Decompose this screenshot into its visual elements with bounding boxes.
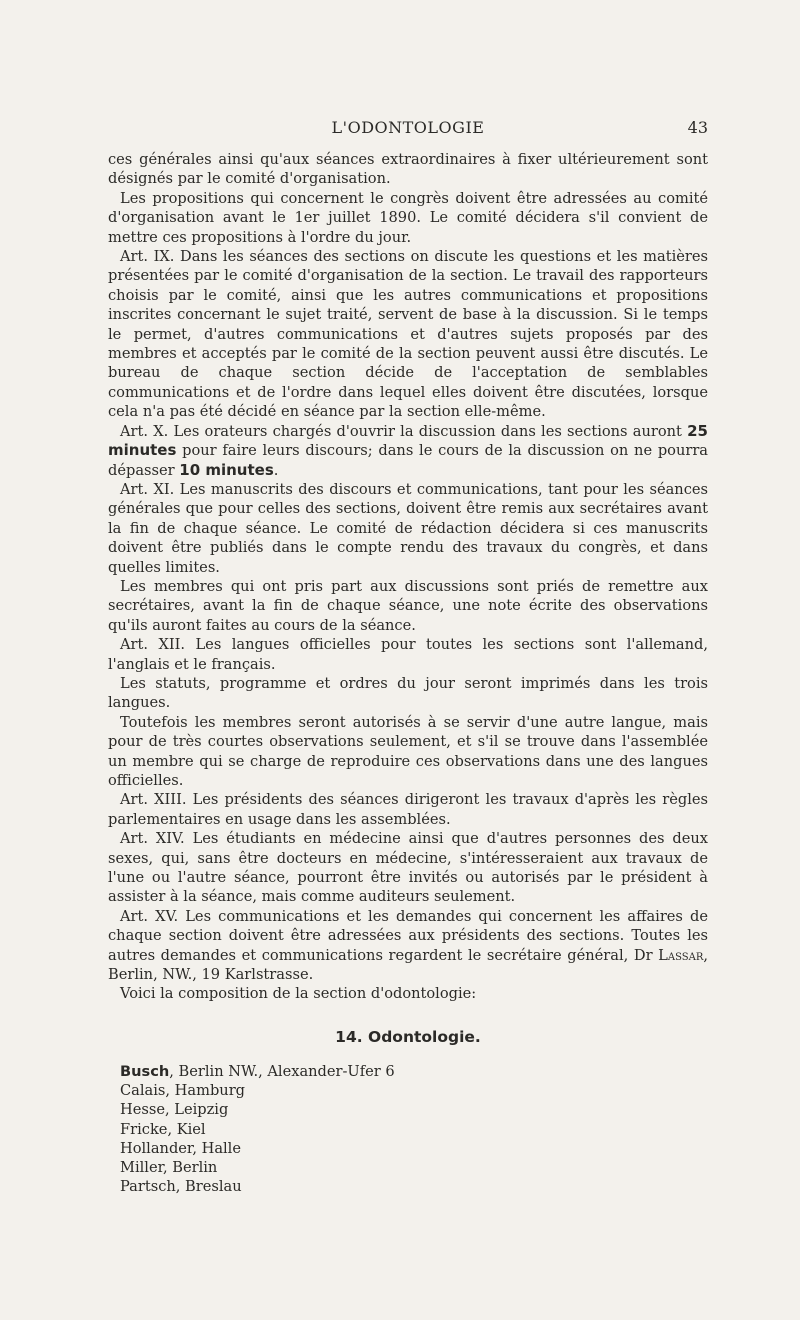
paragraph-section-intro: Voici la composition de la section d'odontologie: — [120, 985, 477, 1003]
paragraph-article-xii: Art. XII. Les langues officielles pour toutes les sections sont l'allemand, l'anglais et le français. — [108, 636, 708, 673]
member-place: , Berlin NW., Alexander-Ufer 6 — [169, 1063, 395, 1080]
paragraph-notes: Les membres qui ont pris part aux discussions sont priés de remettre aux secrétaires, avant la fin de chaque séance, une note écrite des observations qu'ils auront faites au cours de la séance. — [108, 577, 708, 634]
member-name: Partsch — [120, 1178, 176, 1196]
paragraph-other-language: Toutefois les membres seront autorisés à se servir d'une autre langue, mais pour de très courtes observations seulement, et s'il se trouve dans l'assemblée un membre qui se charge de reproduire ces observations dans une des langues officielles. — [108, 713, 708, 789]
paragraph-propositions: Les propositions qui concernent le congrès doivent être adressées au comité d'organisation avant le 1er juillet 1890. Le comité décidera s'il convient de mettre ces propositions à l'ordre du jour. — [108, 189, 708, 246]
paragraph-article-xiv: Art. XIV. Les étudiants en médecine ainsi que d'autres personnes des deux sexes, qui, sans être docteurs en médecine, s'intéresseraient aux travaux de l'une ou l'autre séance, pourront être invités ou autorisés par le président à assister à la séance, mais comme auditeurs seulement. — [108, 830, 708, 906]
running-title: L'ODONTOLOGIE — [331, 118, 485, 137]
member-place: , Kiel — [167, 1120, 206, 1138]
member-name: Miller — [120, 1159, 163, 1177]
list-item — [120, 1139, 680, 1158]
list-item — [120, 1062, 680, 1081]
section-heading: 14. Odontologie. — [335, 1028, 481, 1046]
article-x-text-a: Art. X. Les orateurs chargés d'ouvrir la discussion dans les sections auront — [120, 422, 688, 440]
speech-duration: 25 minutes — [108, 421, 708, 460]
paragraph-statutes: Les statuts, programme et ordres du jour seront imprimés dans les trois langues. — [108, 674, 708, 712]
member-name: Fricke — [120, 1120, 168, 1138]
member-list — [120, 1062, 680, 1196]
member-name: Hollander — [120, 1139, 193, 1157]
member-place: , Halle — [192, 1139, 241, 1157]
list-item — [120, 1177, 680, 1196]
running-header — [108, 118, 708, 142]
paragraph-article-xv — [108, 907, 708, 985]
paragraph-article-x — [108, 422, 708, 480]
secretary-name: Lassar — [658, 946, 704, 964]
paragraph-article-ix: Art. IX. Dans les séances des sections on discute les questions et les matières présentées par le comité d'organisation de la section. Le travail des rapporteurs choisis par le comité, ainsi que les autres communications et propositions inscrites concernant le sujet traité, servent de base à la discussion. Si le temps le permet, d'autres communications et d'autres sujets proposés par des membres et acceptés par le comité de la section peuvent aussi être discutés. Le bureau de chaque section décide de l'acceptation de semblables communications et de l'ordre dans lequel elles doivent être discutées, lorsque cela n'a pas été décidé en séance par la section elle-même. — [108, 248, 708, 421]
list-item — [120, 1120, 680, 1139]
member-name: Busch — [120, 1063, 170, 1080]
body-text — [108, 150, 708, 1004]
member-name: Calais — [120, 1082, 166, 1100]
article-xv-text-a: Art. XV. Les communications et les demandes qui concernent les affaires de chaque section doivent être adressées aux présidents des sections. Toutes les autres demandes et communications regardent le secrétaire général, Dr — [108, 907, 708, 964]
member-place: , Breslau — [175, 1178, 242, 1196]
paragraph-article-xi: Art. XI. Les manuscrits des discours et communications, tant pour les séances générales que pour celles des sections, doivent être remis aux secrétaires avant la fin de chaque séance. Le comité de rédaction décidera si ces manuscrits doivent être publiés dans le compte rendu des travaux du congrès, et dans quelles limites. — [108, 480, 708, 576]
article-x-text-e: . — [273, 461, 279, 479]
list-item — [120, 1081, 680, 1100]
article-xv-text-c: , Berlin, NW., 19 Karlstrasse. — [108, 946, 708, 984]
paragraph-continuation: ces générales ainsi qu'aux séances extraordinaires à fixer ultérieurement sont désignés par le comité d'organisation. — [108, 151, 708, 188]
member-place: , Hamburg — [165, 1082, 246, 1100]
member-name: Hesse — [120, 1101, 165, 1119]
discussion-duration: 10 minutes — [179, 460, 274, 479]
paragraph-article-xiii: Art. XIII. Les présidents des séances dirigeront les travaux d'après les règles parlementaires en usage dans les assemblées. — [108, 791, 708, 828]
list-item — [120, 1158, 680, 1177]
page-number: 43 — [687, 118, 708, 137]
member-place: , Leipzig — [164, 1101, 229, 1119]
list-item — [120, 1100, 680, 1119]
article-x-text-c: pour faire leurs discours; dans le cours de la discussion on ne pourra dépasser — [108, 442, 708, 479]
member-place: , Berlin — [162, 1159, 218, 1177]
